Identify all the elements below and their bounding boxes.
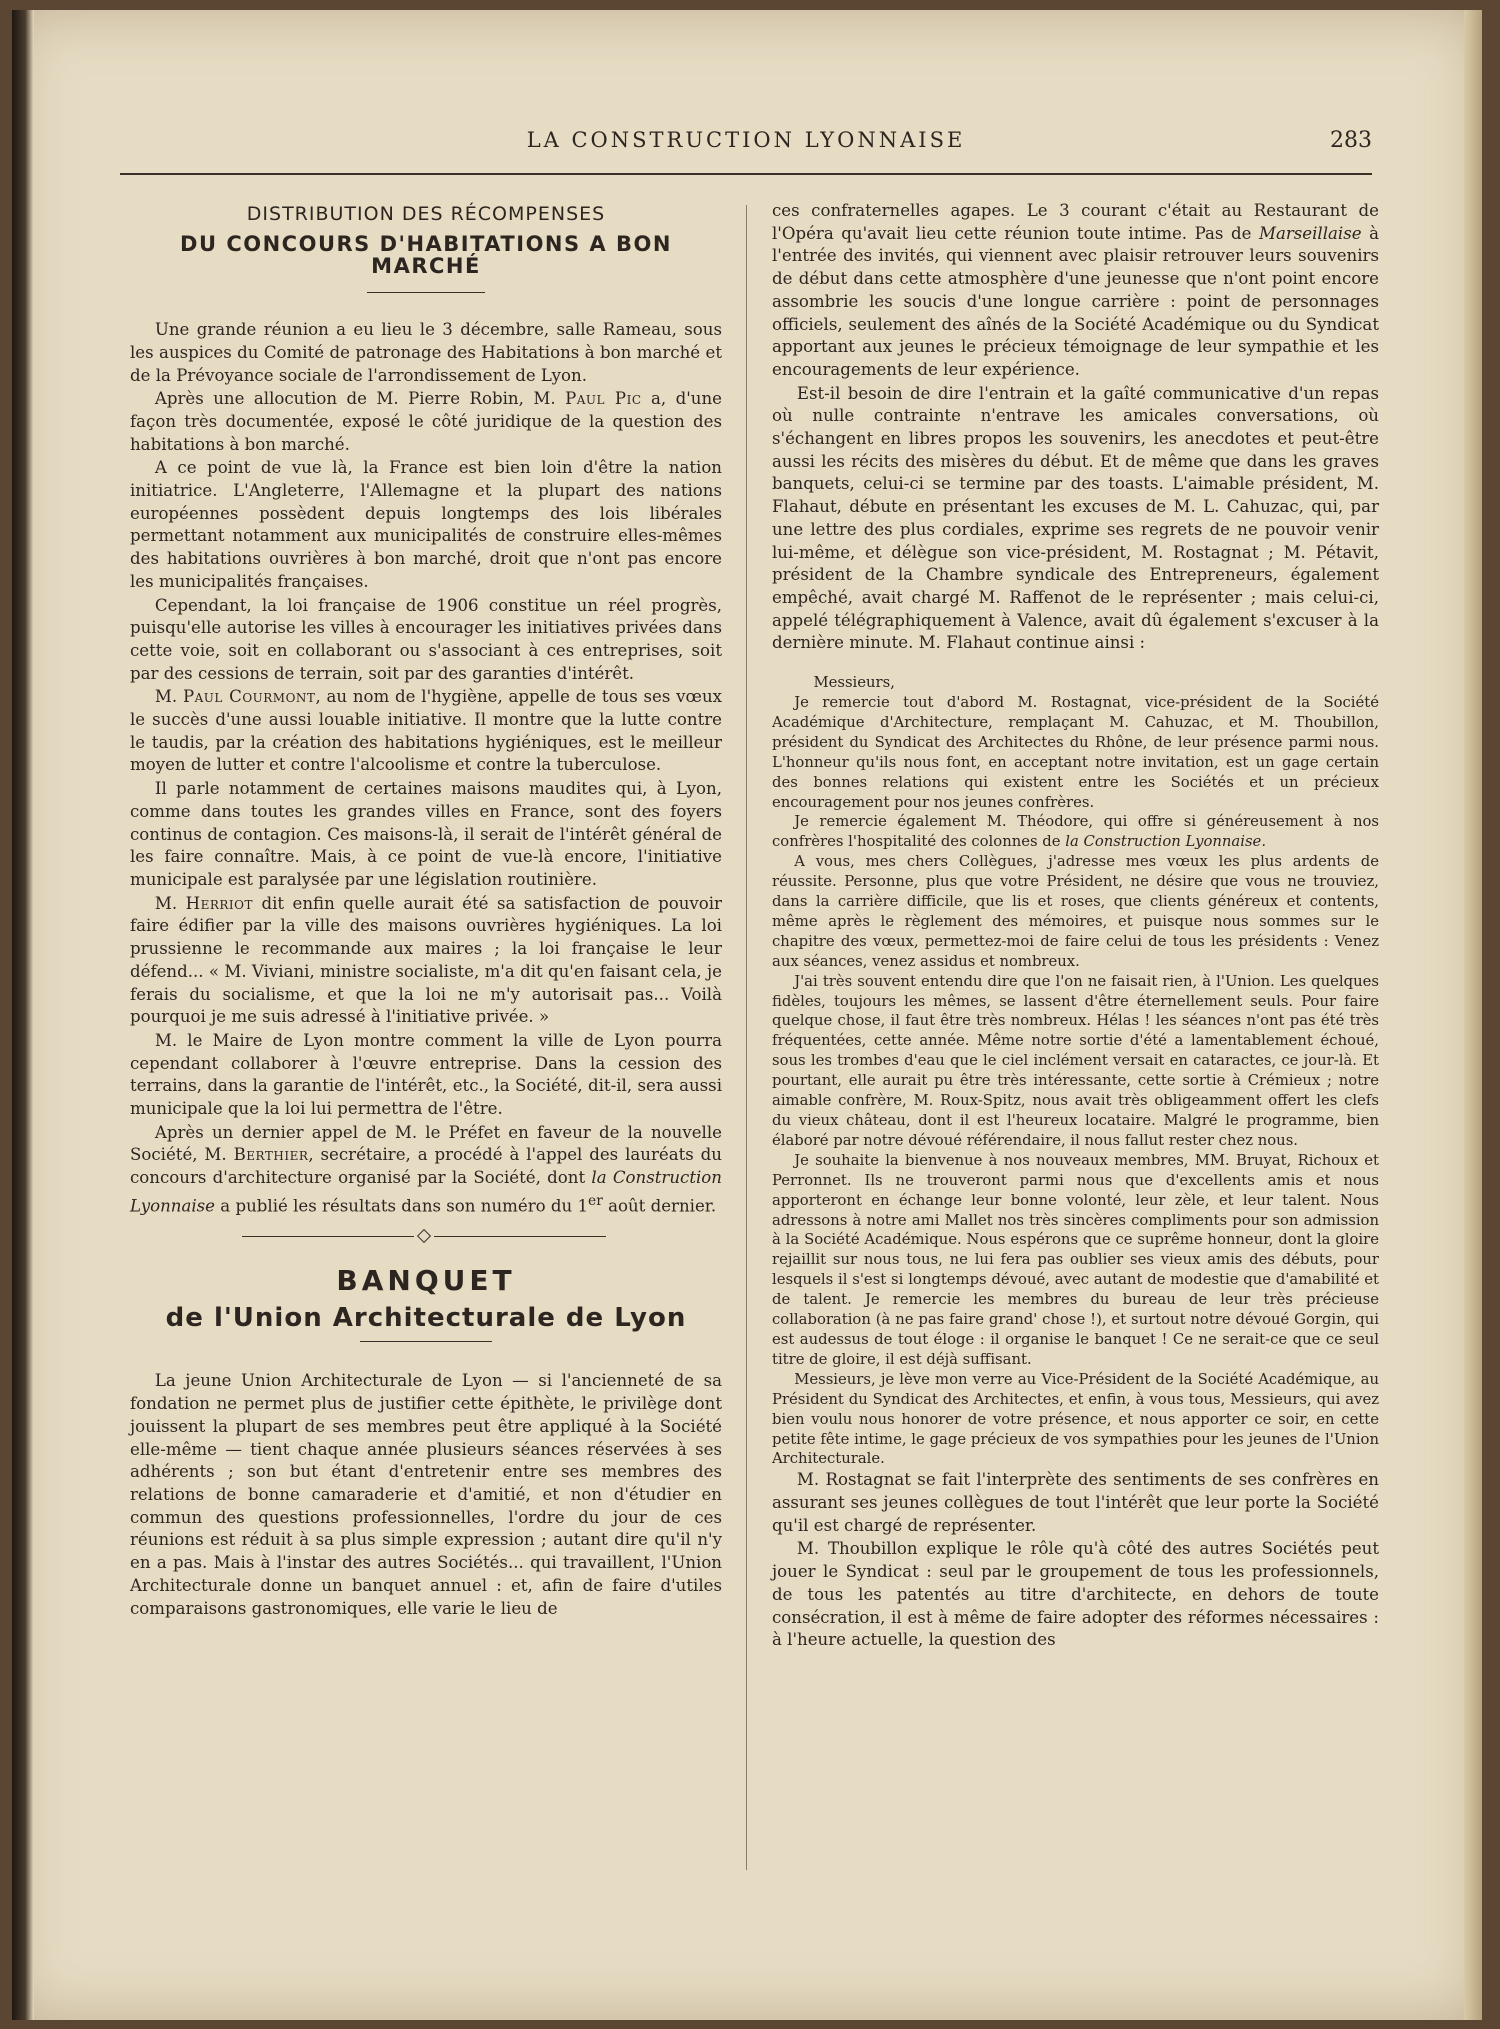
speech-salutation: Messieurs, — [813, 674, 895, 692]
speech-paragraph: Je souhaite la bienvenue à nos nouveaux membres, MM. Bruyat, Richoux et Perronnet. Ils ne trouveront parmi nous que d'excellents amis et nous apporteront en échange leur bonne volonté, leur zèle, et leur talent. Nous adressons à notre ami Mallet nos très sincères compliments pour son admission à la Société Académique. Nous espérons que ce suprême honneur, dont la gloire rejaillit sur nous tous, ne lui fera pas oublier ses vieux amis des débuts, pour lesquels il s'est si longtemps dévoué, avec autant de modestie que d'amabilité et de talent. Je remercie les membres du bureau de leur très précieuse collaboration (à ne pas faire grand' chose !), et surtout notre dévoué Gorgin, qui est audessus de tout éloge : il organise le banquet ! Ce ne serait-ce que ce seul titre de gloire, il est déjà suffisant. — [772, 1151, 1379, 1368]
page-edge — [1464, 10, 1482, 2020]
header-rule — [120, 173, 1372, 175]
column-divider — [746, 205, 747, 1870]
person-name: Herriot — [185, 893, 254, 913]
left-column — [130, 200, 722, 1621]
banquet-title: BANQUET — [336, 1264, 516, 1298]
paragraph: La jeune Union Architecturale de Lyon — si l'ancienneté de sa fondation ne permet plus de justifier cette épithète, le privilège dont jouissent la plupart de ses membres peut être appliqué à la Société elle-même — tient chaque année plusieurs séances réservées à ses adhérents ; son but étant d'entretenir entre ses membres des relations de bonne camaraderie et d'amitié, et non d'étudier en commun des questions professionnelles, l'ordre du jour de ces réunions est réduit à sa plus simple expression ; autant dire qu'il n'y en a pas. Mais à l'instar des autres Sociétés... qui travaillent, l'Union Architecturale donne un banquet annuel : et, afin de faire d'utiles comparaisons gastronomiques, elle varie le lieu de — [130, 1371, 722, 1618]
person-name: Berthier — [233, 1145, 309, 1165]
subtitle-rule — [360, 1341, 492, 1342]
right-column — [772, 200, 1379, 1653]
paragraph: Après une allocution de M. Pierre Robin, M. Paul Pic a, d'une façon très documentée, exposé le côté juridique de la question des habitations à bon marché. — [130, 389, 722, 454]
speech-paragraph: Je remercie également M. Théodore, qui offre si généreusement à nos confrères l'hospitalité des colonnes de la Construction Lyonnaise. — [772, 813, 1379, 851]
paragraph: M. Thoubillon explique le rôle qu'à côté des autres Sociétés peut jouer le Syndicat : seul par le groupement de tous les professionnels, de tous les patentés au titre d'architecte, en dehors de toute consécration, il est à même de faire adopter des réformes nécessaires : à l'heure actuelle, la question des — [772, 1539, 1379, 1650]
speech-paragraph: Messieurs, je lève mon verre au Vice-Président de la Société Académique, au Président du Syndicat des Architectes, et enfin, à vous tous, Messieurs, qui avez bien voulu nous honorer de votre présence, et nous apporter ce soir, en cette petite fête intime, le gage précieux de vos sympathies pour les jeunes de l'Union Architecturale. — [772, 1370, 1379, 1468]
speech-paragraph: J'ai très souvent entendu dire que l'on ne faisait rien, à l'Union. Les quelques fidèles, toujours les mêmes, se lassent d'être éternellement seuls. Pour faire quelque chose, il faut être très nombreux. Hélas ! les séances n'ont pas été très fréquentées, cette année. Même notre sortie d'été a lamentablement échoué, sous les trombes d'eau que le ciel inclément versait en cataractes, ce jour-là. Et pourtant, elle aurait pu être très intéressante, cette sortie à Crémieux ; notre aimable confrère, M. Roux-Spitz, nous avait très obligeamment offert les clefs du vieux château, dont il est l'heureux locataire. Malgré le programme, bien élaboré par notre dévoué référendaire, il nous fallut rester chez nous. — [772, 972, 1379, 1149]
paragraph: M. Rostagnat se fait l'interprète des sentiments de ses confrères en assurant ses jeunes collègues de tout l'intérêt que leur porte la Société qu'il est chargé de représenter. — [772, 1470, 1379, 1535]
newspaper-page — [12, 10, 1482, 2020]
publication-title: la Construction Lyonnaise — [130, 1168, 722, 1216]
page-number: 283 — [1330, 128, 1372, 153]
paragraph: M. Herriot dit enfin quelle aurait été sa satisfaction de pouvoir faire édifier par la ville des maisons ouvrières hygiéniques. La loi prussienne le recommande aux maires ; la loi française le leur défend... « M. Viviani, ministre socialiste, m'a dit qu'en faisant cela, je ferais du socialisme, et que la loi ne m'y autorisait pas... Voilà pourquoi je me suis adressé à l'initiative privée. » — [130, 893, 722, 1027]
speech-quote — [772, 673, 1379, 1469]
running-head — [120, 128, 1372, 168]
paragraph: Il parle notamment de certaines maisons maudites qui, à Lyon, comme dans toutes les grandes villes en France, sont des foyers continus de contagion. Ces maisons-là, il serait de l'intérêt général de les faire connaître. Mais, à ce point de vue-là encore, l'initiative municipale est paralysée par une législation routinière. — [130, 779, 722, 889]
title-rule — [367, 292, 485, 293]
paragraph: Après un dernier appel de M. le Préfet en faveur de la nouvelle Société, M. Berthier, secrétaire, a procédé à l'appel des lauréats du concours d'architecture organisé par la Société, dont la Construction Lyonnaise a publié les résultats dans son numéro du 1er août dernier. — [130, 1122, 722, 1216]
article-title: DU CONCOURS D'HABITATIONS A BON MARCHÉ — [180, 231, 672, 279]
binding-shadow — [12, 10, 34, 2020]
speech-paragraph: Je remercie tout d'abord M. Rostagnat, vice-président de la Société Académique d'Architecture, remplaçant M. Cahuzac, et M. Thoubillon, président du Syndicat des Architectes du Rhône, de leur présence parmi nous. L'honneur qu'ils nous font, en acceptant notre invitation, est un gage certain des bonnes relations qui existent entre les Sociétés et un précieux encouragement pour nos jeunes confrères. — [772, 693, 1379, 811]
song-title: Marseillaise — [1258, 223, 1362, 243]
paragraph: Cependant, la loi française de 1906 constitue un réel progrès, puisqu'elle autorise les villes à encourager les initiatives privées dans cette voie, soit en collaborant ou s'associant à ces entreprises, soit par des cessions de terrain, soit par des garanties d'intérêt. — [130, 595, 722, 683]
article-kicker: DISTRIBUTION DES RÉCOMPENSES — [246, 203, 606, 225]
person-name: Paul Courmont — [182, 687, 316, 707]
banquet-subtitle: de l'Union Architecturale de Lyon — [165, 1302, 687, 1333]
paragraph: M. le Maire de Lyon montre comment la ville de Lyon pourra cependant collaborer à l'œuvre entreprise. Dans la cession des terrains, dans la garantie de l'intérêt, etc., la Société, dit-il, sera aussi municipale que la loi lui permettra de l'être. — [130, 1030, 722, 1119]
paragraph: ces confraternelles agapes. Le 3 courant c'était au Restaurant de l'Opéra qu'avait lieu cette réunion toute intime. Pas de Marseillaise à l'entrée des invités, qui viennent avec plaisir retrouver leurs souvenirs de début dans cette atmosphère d'une jeunesse que n'ont point encore assombrie les soucis d'une longue carrière : point de personnages officiels, seulement des aînés de la Société Académique ou du Syndicat apportant aux jeunes le précieux témoignage de leur sympathie et les encouragements de leur expérience. — [772, 201, 1379, 379]
section-ornament — [130, 1228, 722, 1244]
person-name: Paul Pic — [565, 389, 642, 409]
speech-paragraph: A vous, mes chers Collègues, j'adresse mes vœux les plus ardents de réussite. Personne, plus que votre Président, ne désire que vous ne trouviez, dans la carrière difficile, que lis et roses, que clients généreux et contents, même après le règlement des mémoires, et puisque nous sommes sur le chapitre des vœux, permettez-moi de faire celui de tous les présidents : Venez aux séances, venez assidus et nombreux. — [772, 853, 1379, 970]
running-title: LA CONSTRUCTION LYONNAISE — [526, 128, 966, 152]
paragraph: M. Paul Courmont, au nom de l'hygiène, appelle de tous ses vœux le succès d'une aussi louable initiative. Il montre que la lutte contre le taudis, par la création des habitations hygiéniques, est le meilleur moyen de lutter et contre l'alcoolisme et contre la tuberculose. — [130, 687, 722, 775]
paragraph: Une grande réunion a eu lieu le 3 décembre, salle Rameau, sous les auspices du Comité de patronage des Habitations à bon marché et de la Prévoyance sociale de l'arrondissement de Lyon. — [130, 320, 722, 385]
paragraph: A ce point de vue là, la France est bien loin d'être la nation initiatrice. L'Angleterre, l'Allemagne et la plupart des nations européennes possèdent depuis longtemps des lois libérales permettant notamment aux municipalités de construire elles-mêmes des habitations ouvrières à bon marché, droit que n'ont pas encore les municipalités françaises. — [130, 458, 722, 591]
publication-title: la Construction Lyonnaise. — [1065, 833, 1267, 851]
paragraph: Est-il besoin de dire l'entrain et la gaîté communicative d'un repas où nulle contrainte n'entrave les amicales conversations, où s'échangent en libres propos les souvenirs, les anecdotes et peut-être aussi les récits des misères du début. Et de même que dans les graves banquets, celui-ci se termine par des toasts. L'aimable président, M. Flahaut, débute en présentant les excuses de M. L. Cahuzac, qui, par une lettre des plus cordiales, exprime ses regrets de ne pouvoir venir lui-même, et délègue son vice-président, M. Rostagnat ; M. Pétavit, président de la Chambre syndicale des Entrepreneurs, également empêché, avait chargé M. Raffenot de le représenter ; mais celui-ci, appelé télégraphiquement à Valence, avait dû également s'excuser à la dernière minute. M. Flahaut continue ainsi : — [772, 383, 1379, 653]
